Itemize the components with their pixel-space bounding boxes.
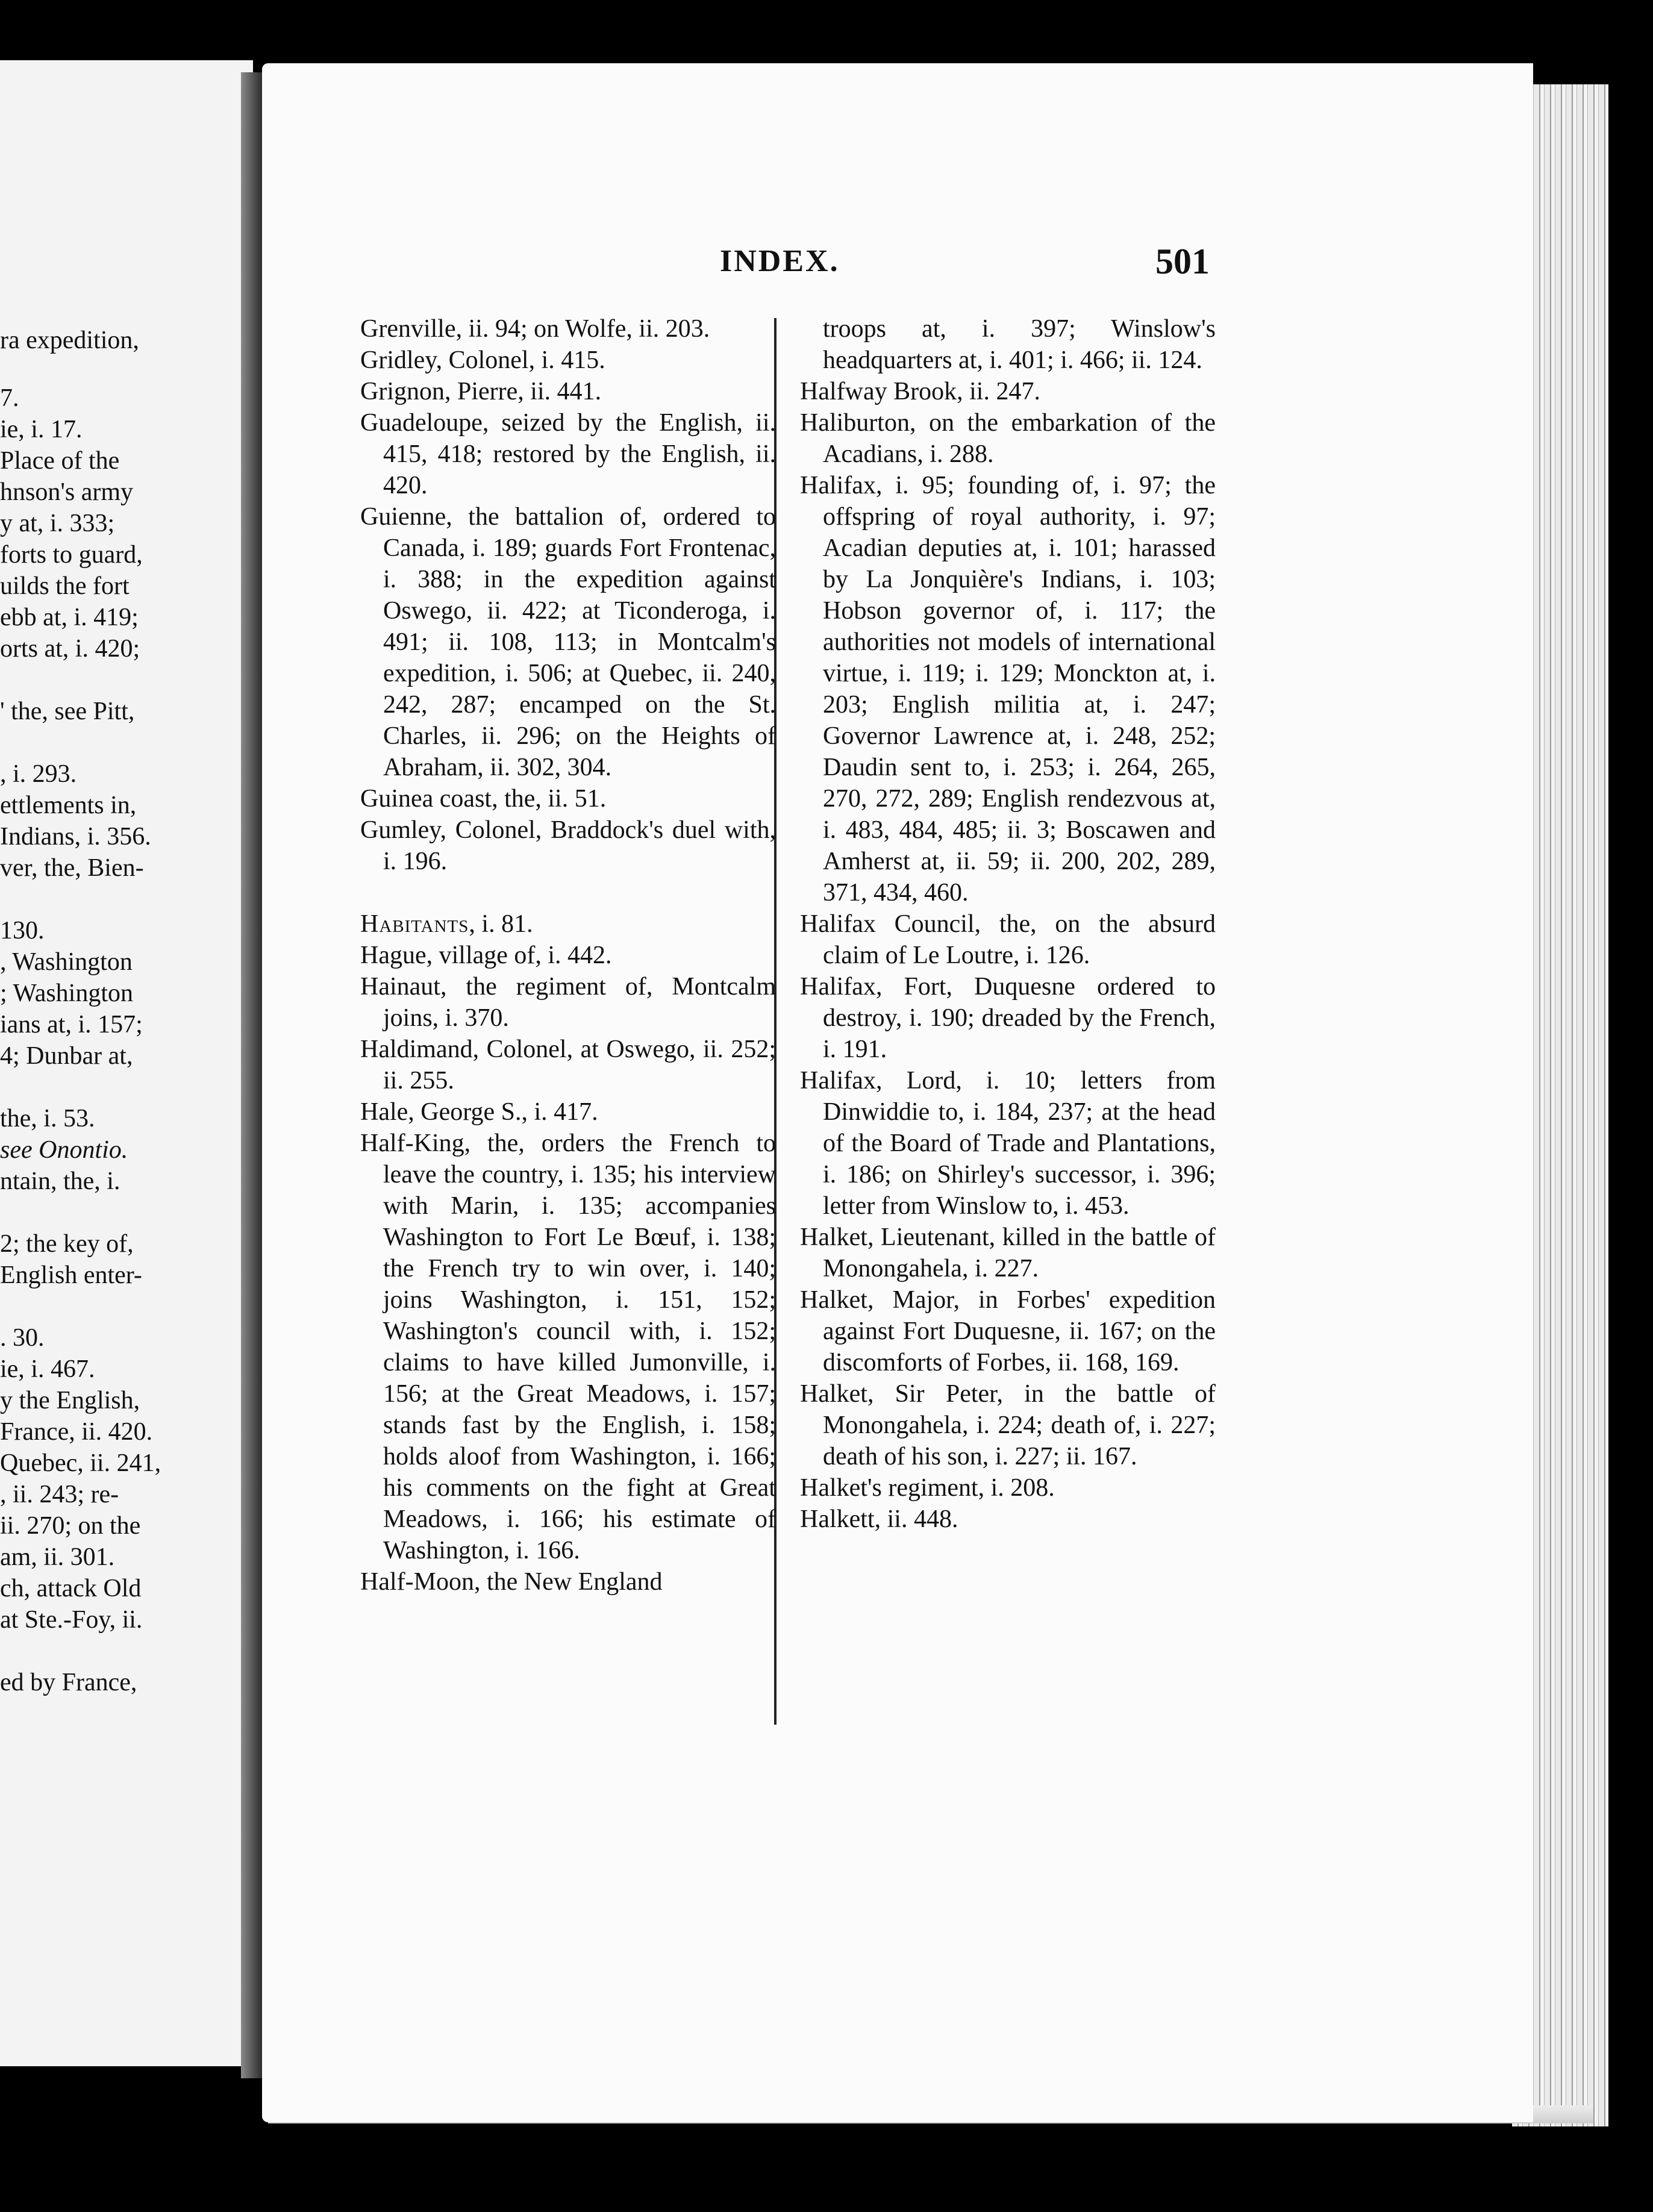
index-entry <box>360 908 776 940</box>
index-entry-head: Habitants <box>360 910 469 938</box>
left-line: y the English, <box>0 1387 140 1414</box>
left-line: am, ii. 301. <box>0 1543 115 1571</box>
left-line: Quebec, ii. 241, <box>0 1449 161 1477</box>
index-entry: Hainaut, the regiment of, Montcalm joins, i. 370. <box>360 973 776 1032</box>
index-entry: Hague, village of, i. 442. <box>360 942 612 969</box>
index-entry-refs: , i. 81. <box>469 910 533 938</box>
left-line: ch, attack Old <box>0 1575 142 1602</box>
index-entry: Halket, Lieutenant, killed in the battle of Monongahela, i. 227. <box>800 1223 1216 1283</box>
left-line: ; Washington <box>0 979 134 1007</box>
left-line: ettlements in, <box>0 792 137 819</box>
left-line: France, ii. 420. <box>0 1418 153 1446</box>
left-line: ntain, the, i. <box>0 1167 120 1195</box>
left-line: , Washington <box>0 948 133 976</box>
left-line: ebb at, i. 419; <box>0 604 139 631</box>
index-entry: Halket's regiment, i. 208. <box>800 1474 1055 1502</box>
index-entry: Half-King, the, orders the French to leave the country, i. 135; his interview with Marin, i. 135; accompanies Washington to Fort Le Bœuf, i. 138; the French try to win over, i. 140; joins Washington, i. 151, 152; Washington's council with, i. 152; claims to have killed Jumonville, i. 156; at the Great Meadows, i. 157; stands fast by the English, i. 158; holds aloof from Washington, i. 166; his comments on the fight at Great Meadows, i. 166; his estimate of Washington, i. 166. <box>360 1129 776 1564</box>
index-entry: Halket, Major, in Forbes' expedition against Fort Duquesne, ii. 167; on the discomforts of Forbes, ii. 168, 169. <box>800 1286 1216 1376</box>
left-line: , ii. 243; re- <box>0 1481 119 1508</box>
left-line: the, i. 53. <box>0 1105 95 1133</box>
index-entry: Grenville, ii. 94; on Wolfe, ii. 203. <box>360 315 710 343</box>
index-column-1 <box>360 313 776 1598</box>
index-entry: Halket, Sir Peter, in the battle of Monongahela, i. 224; death of, i. 227; death of his son, i. 227; ii. 167. <box>800 1380 1216 1470</box>
left-line: ie, i. 467. <box>0 1355 95 1383</box>
index-entry: Half-Moon, the New England <box>360 1568 663 1596</box>
index-entry: Halifax, Lord, i. 10; letters from Dinwiddie to, i. 184, 237; at the head of the Board of Trade and Plantations, i. 186; on Shirley's successor, i. 396; letter from Winslow to, i. 453. <box>800 1067 1216 1220</box>
index-entry: Halfway Brook, ii. 247. <box>800 378 1040 405</box>
left-line: ie, i. 17. <box>0 416 83 443</box>
left-line: , i. 293. <box>0 760 77 788</box>
left-line: 130. <box>0 917 45 945</box>
left-line: English enter- <box>0 1261 142 1289</box>
index-entry: Guienne, the battalion of, ordered to Canada, i. 189; guards Fort Frontenac, i. 388; in the expedition against Oswego, ii. 422; at Ticonderoga, i. 491; ii. 108, 113; in Montcalm's expedition, i. 506; at Quebec, ii. 240, 242, 287; encamped on the St. Charles, ii. 296; on the Heights of Abraham, ii. 302, 304. <box>360 503 776 781</box>
left-line: ra expedition, <box>0 326 139 354</box>
index-entry: Halifax Council, the, on the absurd claim of Le Loutre, i. 126. <box>800 910 1216 969</box>
left-facing-page <box>0 60 253 2066</box>
left-line: Place of the <box>0 447 120 475</box>
left-line: hnson's army <box>0 478 134 506</box>
index-entry: Haliburton, on the embarkation of the Acadians, i. 288. <box>800 409 1216 468</box>
left-line: ver, the, Bien- <box>0 854 144 882</box>
index-entry: Hale, George S., i. 417. <box>360 1098 598 1126</box>
left-line: . 30. <box>0 1324 45 1352</box>
page-number: 501 <box>1155 242 1210 281</box>
index-entry: Grignon, Pierre, ii. 441. <box>360 378 602 405</box>
index-entry: Gridley, Colonel, i. 415. <box>360 346 605 374</box>
index-entry: Gumley, Colonel, Braddock's duel with, i. 196. <box>360 816 776 875</box>
left-line: y at, i. 333; <box>0 510 115 537</box>
left-line: forts to guard, <box>0 541 143 569</box>
left-line: uilds the fort <box>0 572 130 600</box>
running-head: INDEX. <box>720 244 840 278</box>
left-line: 2; the key of, <box>0 1230 134 1258</box>
left-line: at Ste.-Foy, ii. <box>0 1606 143 1634</box>
index-entry-continued: troops at, i. 397; Winslow's headquarters at, i. 401; i. 466; ii. 124. <box>823 315 1216 374</box>
left-line: see Onontio. <box>0 1136 128 1164</box>
index-entry: Halifax, i. 95; founding of, i. 97; the offspring of royal authority, i. 97; Acadian deputies at, i. 101; harassed by La Jonquière's Indians, i. 103; Hobson governor of, i. 117; the authorities not models of international virtue, i. 119; i. 129; Monckton at, i. 203; English militia at, i. 247; Governor Lawrence at, i. 248, 252; Daudin sent to, i. 253; i. 264, 265, 270, 272, 289; English rendezvous at, i. 483, 484, 485; ii. 3; Boscawen and Amherst at, ii. 59; ii. 200, 202, 289, 371, 434, 460. <box>800 472 1216 907</box>
left-line: ' the, see Pitt, <box>0 698 135 725</box>
index-entry: Halifax, Fort, Duquesne ordered to destroy, i. 190; dreaded by the French, i. 191. <box>800 973 1216 1063</box>
left-line: Indians, i. 356. <box>0 823 151 851</box>
left-line: orts at, i. 420; <box>0 635 140 663</box>
index-entry: Guadeloupe, seized by the English, ii. 415, 418; restored by the English, ii. 420. <box>360 409 776 499</box>
left-line: 4; Dunbar at, <box>0 1042 133 1070</box>
index-entry: Haldimand, Colonel, at Oswego, ii. 252; ii. 255. <box>360 1036 776 1095</box>
left-line: ed by France, <box>0 1669 137 1696</box>
index-column-2 <box>800 313 1216 1535</box>
left-line: 7. <box>0 384 19 412</box>
left-line: ii. 270; on the <box>0 1512 141 1540</box>
index-entry: Guinea coast, the, ii. 51. <box>360 785 607 813</box>
left-line: ians at, i. 157; <box>0 1011 143 1039</box>
index-entry: Halkett, ii. 448. <box>800 1505 958 1533</box>
